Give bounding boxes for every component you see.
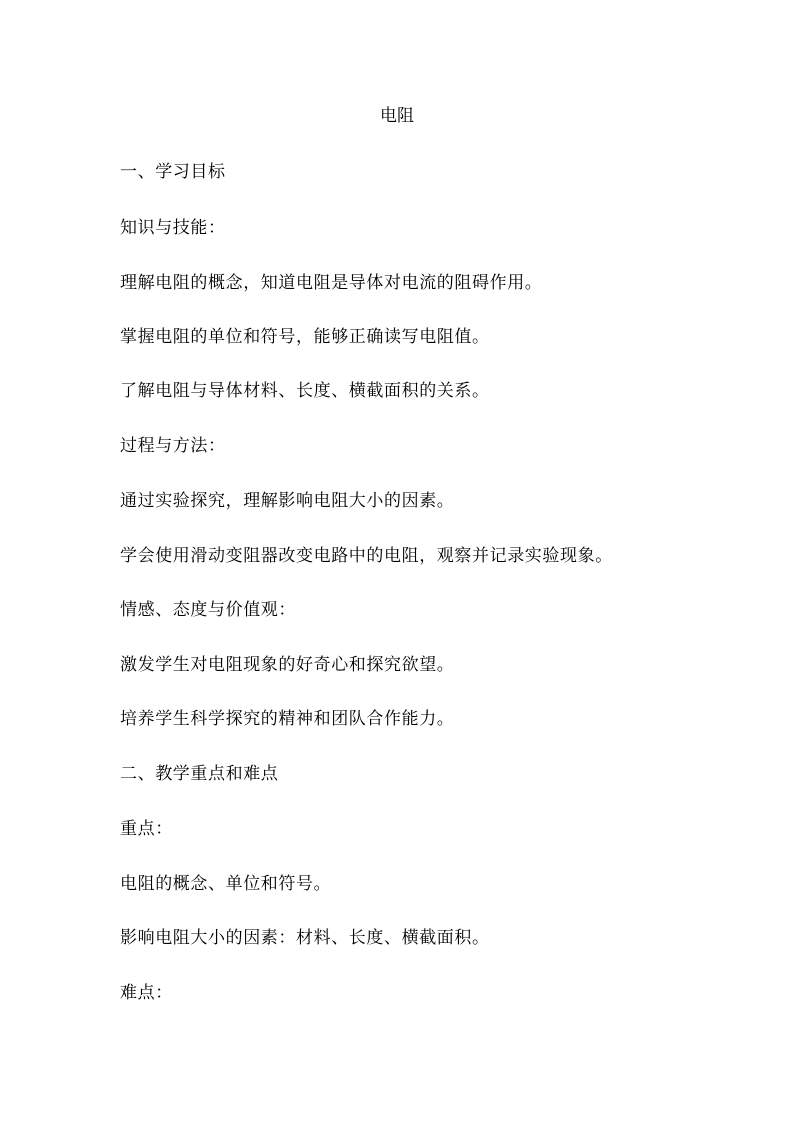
- section-heading-learning-goals: 一、学习目标: [120, 162, 226, 182]
- paragraph-line: 电阻的概念、单位和符号。: [120, 874, 332, 894]
- paragraph-line: 掌握电阻的单位和符号，能够正确读写电阻值。: [120, 327, 490, 347]
- subheading-difficulties: 难点：: [120, 983, 173, 1003]
- paragraph-line: 通过实验探究，理解影响电阻大小的因素。: [120, 491, 455, 511]
- paragraph-line: 激发学生对电阻现象的好奇心和探究欲望。: [120, 655, 455, 675]
- document-title: 电阻: [380, 106, 414, 126]
- paragraph-line: 理解电阻的概念，知道电阻是导体对电流的阻碍作用。: [120, 273, 543, 293]
- paragraph-line: 培养学生科学探究的精神和团队合作能力。: [120, 709, 455, 729]
- section-heading-key-points: 二、教学重点和难点: [120, 764, 279, 784]
- subheading-attitudes-values: 情感、态度与价值观：: [120, 600, 296, 620]
- paragraph-line: 了解电阻与导体材料、长度、横截面积的关系。: [120, 381, 490, 401]
- subheading-knowledge-skills: 知识与技能：: [120, 218, 226, 238]
- subheading-key-points: 重点：: [120, 819, 173, 839]
- paragraph-line: 影响电阻大小的因素：材料、长度、横截面积。: [120, 928, 490, 948]
- subheading-process-methods: 过程与方法：: [120, 436, 226, 456]
- paragraph-line: 学会使用滑动变阻器改变电路中的电阻，观察并记录实验现象。: [120, 546, 613, 566]
